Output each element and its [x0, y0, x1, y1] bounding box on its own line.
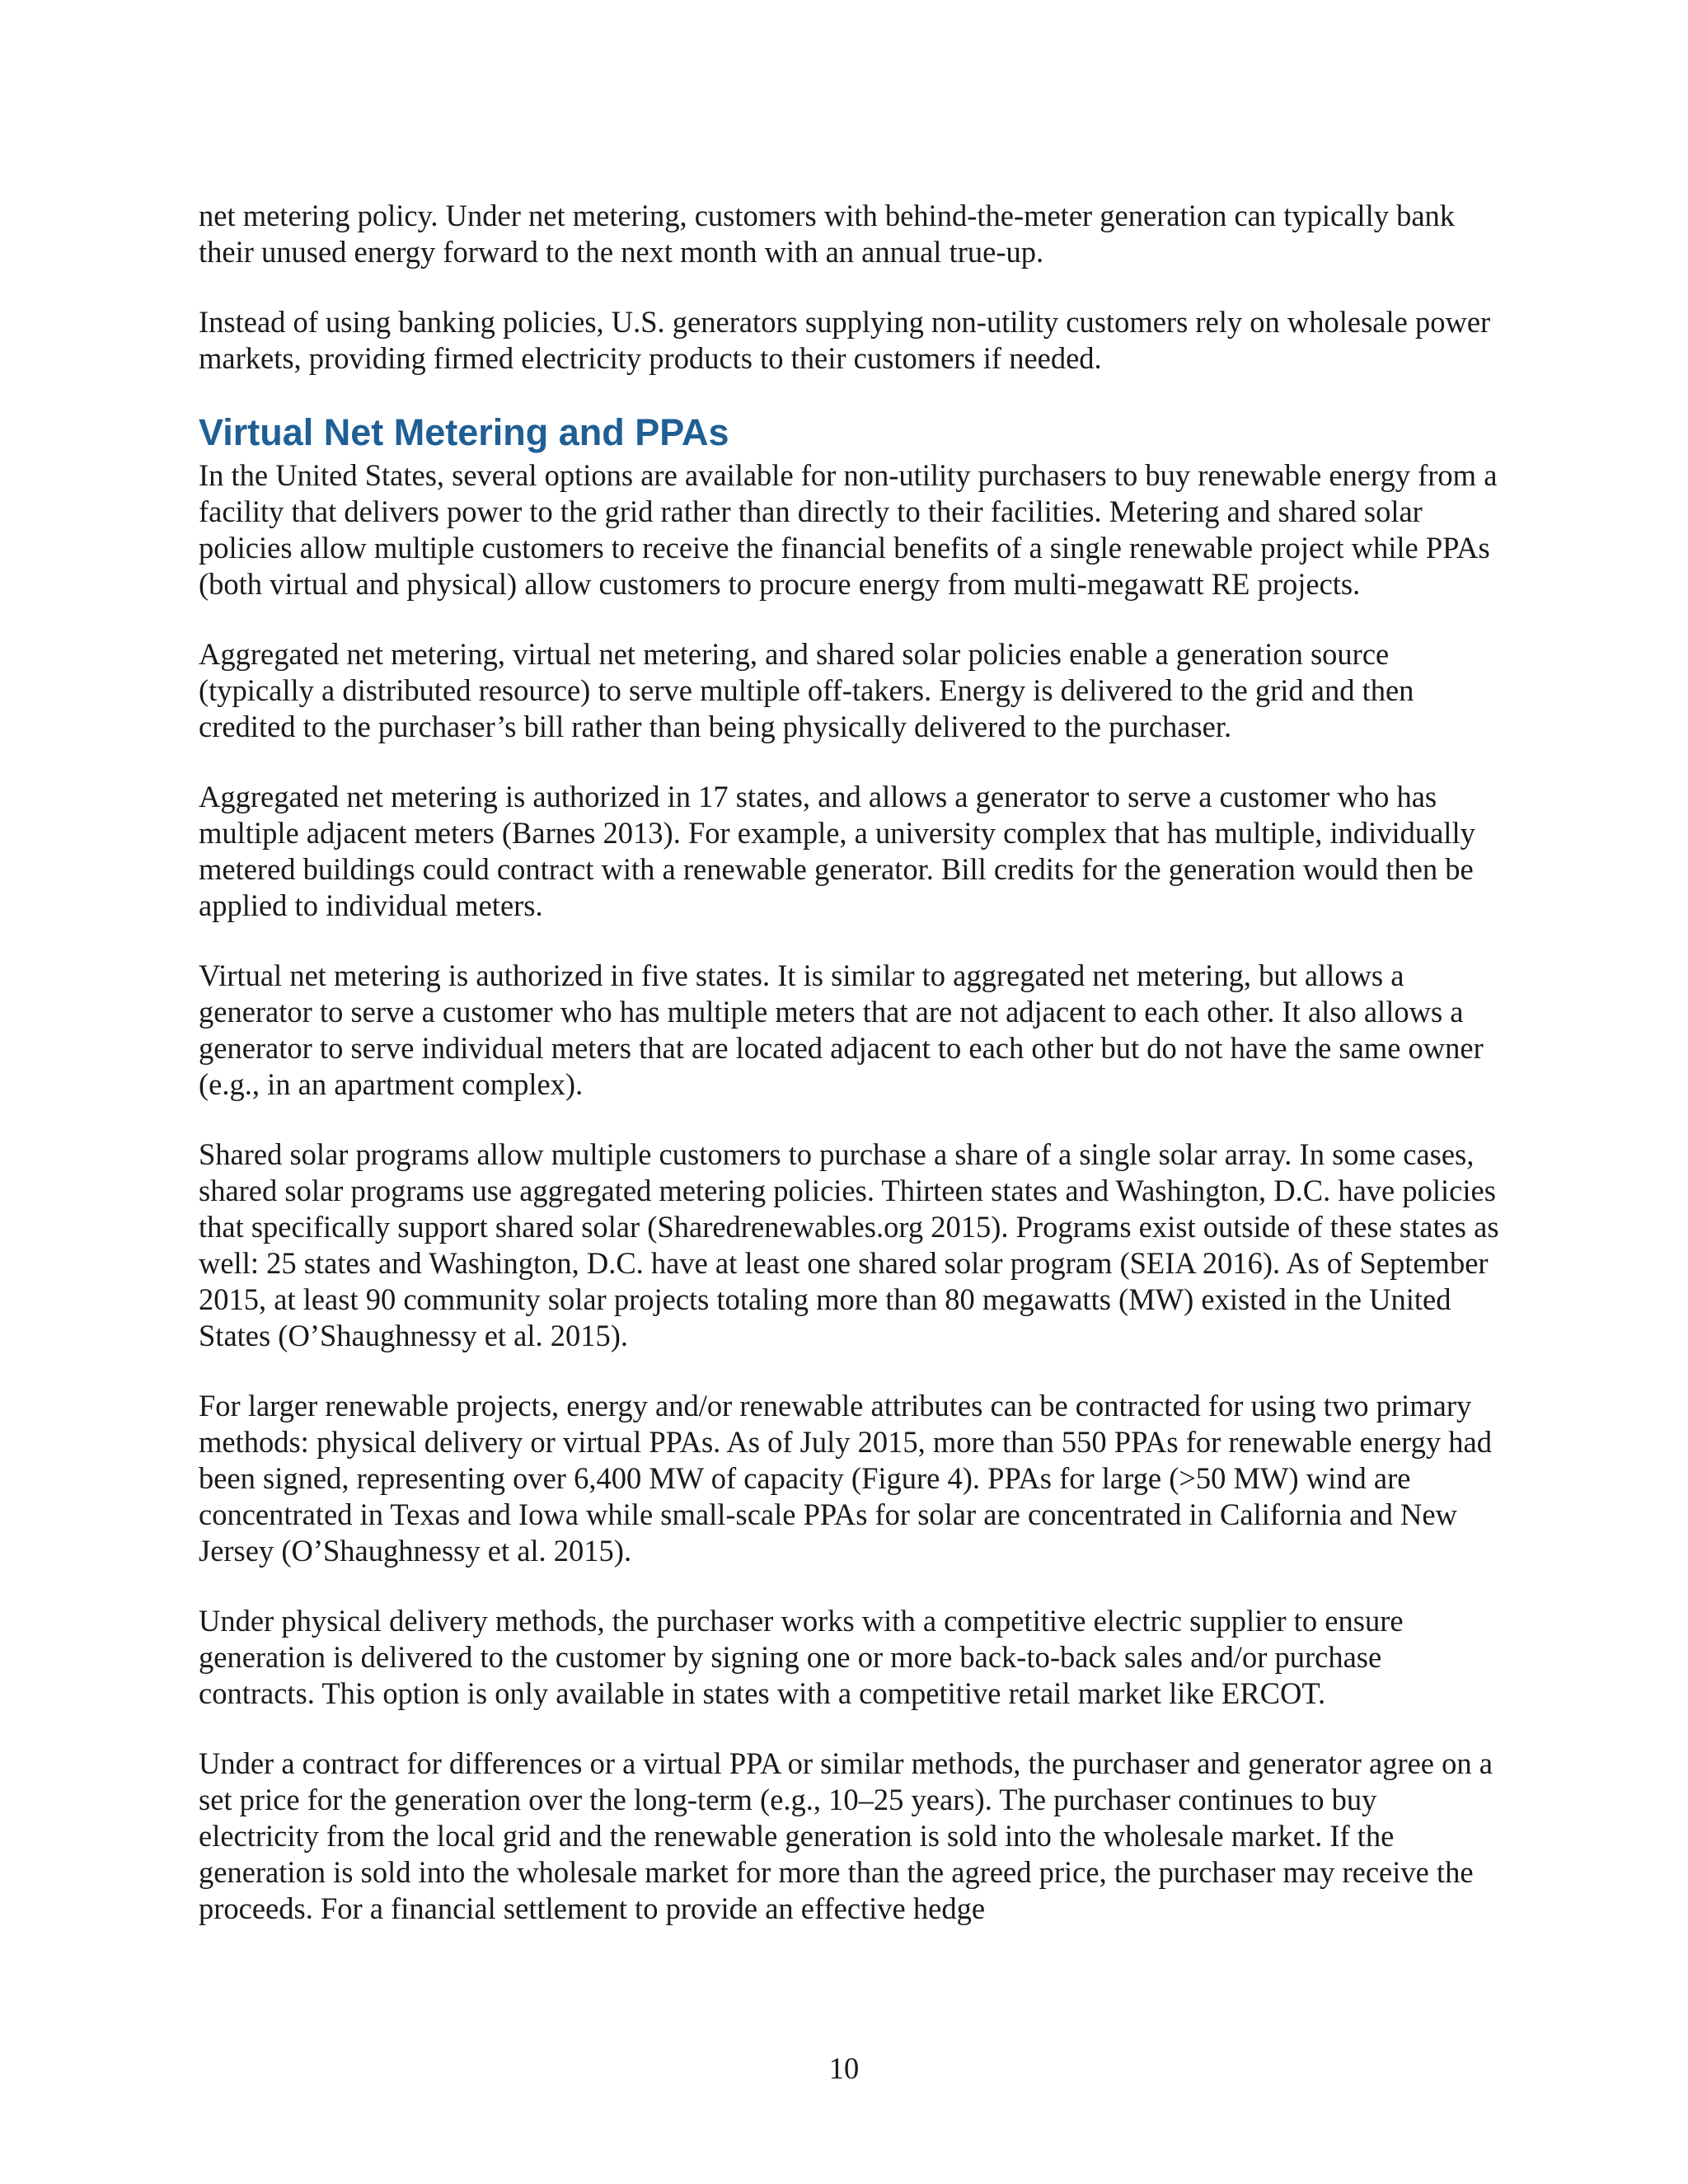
body-paragraph: Aggregated net metering is authorized in 17 states, and allows a generator to serve a customer who has multiple adjacent meters (Barnes 2013). For example, a university complex that has multiple, individually metered buildings could contract with a renewable generator. Bill credits for the generation would then be applied to individual meters.	[199, 780, 1475, 922]
page-body	[199, 198, 1501, 1961]
page-number: 10	[828, 2051, 860, 2085]
body-paragraph: Instead of using banking policies, U.S. generators supplying non-utility customers rely on wholesale power markets, providing firmed electricity products to their customers if needed.	[199, 305, 1491, 375]
body-paragraph: Under physical delivery methods, the purchaser works with a competitive electric supplier to ensure generation is delivered to the customer by signing one or more back-to-back sales and/or purchase contracts. This option is only available in states with a competitive retail market like ERCOT.	[199, 1604, 1404, 1710]
body-paragraph: For larger renewable projects, energy and/or renewable attributes can be contracted for using two primary methods: physical delivery or virtual PPAs. As of July 2015, more than 550 PPAs for renewable energy had been signed, representing over 6,400 MW of capacity (Figure 4). PPAs for large (>50 MW) wind are concentrated in Texas and Iowa while small-scale PPAs for solar are concentrated in California and New Jersey (O’Shaughnessy et al. 2015).	[199, 1389, 1492, 1568]
body-paragraph: net metering policy. Under net metering, customers with behind-the-meter generation can typically bank their unused energy forward to the next month with an annual true-up.	[199, 199, 1456, 269]
body-paragraph: Under a contract for differences or a virtual PPA or similar methods, the purchaser and generator agree on a set price for the generation over the long-term (e.g., 10–25 years). The purchaser continues to buy electricity from the local grid and the renewable generation is sold into the wholesale market. If the generation is sold into the wholesale market for more than the agreed price, the purchaser may receive the proceeds. For a financial settlement to provide an effective hedge	[199, 1746, 1493, 1925]
body-paragraph: Shared solar programs allow multiple customers to purchase a share of a single solar array. In some cases, shared solar programs use aggregated metering policies. Thirteen states and Washington, D.C. have policies that specifically support shared solar (Sharedrenewables.org 2015). Programs exist outside of these states as well: 25 states and Washington, D.C. have at least one shared solar program (SEIA 2016). As of September 2015, at least 90 community solar projects totaling more than 80 megawatts (MW) existed in the United States (O’Shaughnessy et al. 2015).	[199, 1137, 1499, 1352]
body-paragraph: Virtual net metering is authorized in five states. It is similar to aggregated net metering, but allows a generator to serve a customer who has multiple meters that are not adjacent to each other. It also allows a generator to serve individual meters that are located adjacent to each other but do not have the same owner (e.g., in an apartment complex).	[199, 958, 1484, 1101]
body-paragraph: In the United States, several options are available for non-utility purchasers to buy renewable energy from a facility that delivers power to the grid rather than directly to their facilities. Metering and shared solar policies allow multiple customers to receive the financial benefits of a single renewable project while PPAs (both virtual and physical) allow customers to procure energy from multi-megawatt RE projects.	[199, 458, 1498, 601]
section-heading: Virtual Net Metering and PPAs	[199, 411, 729, 453]
body-paragraph: Aggregated net metering, virtual net metering, and shared solar policies enable a generation source (typically a distributed resource) to serve multiple off-takers. Energy is delivered to the grid and then credited to the purchaser’s bill rather than being physically delivered to the purchaser.	[199, 637, 1414, 743]
